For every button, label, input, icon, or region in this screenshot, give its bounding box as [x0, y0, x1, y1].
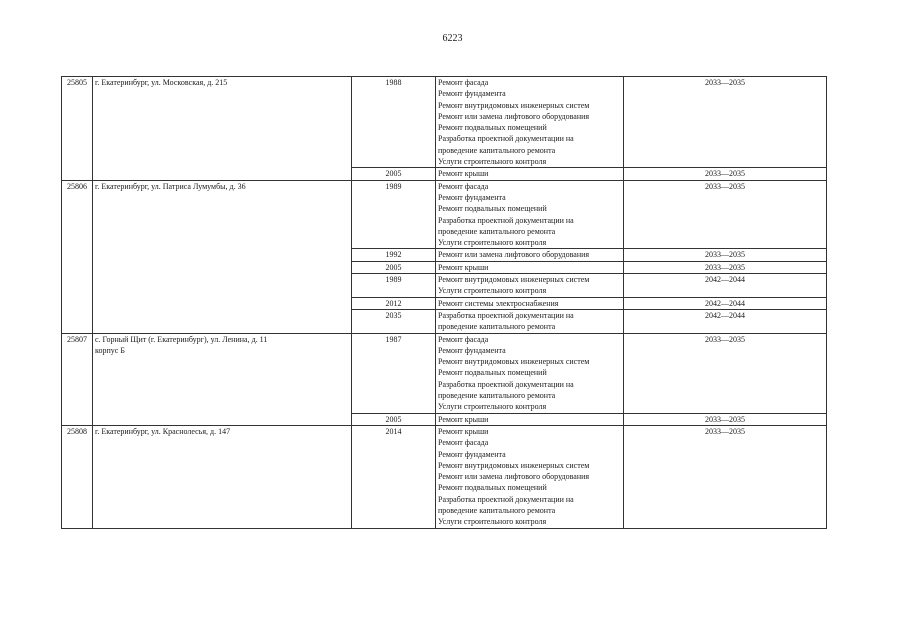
object-number-cell: 25807	[62, 333, 93, 425]
year-cell: 1987	[352, 333, 436, 413]
works-cell	[436, 249, 624, 261]
work-item: Разработка проектной документации на	[438, 379, 574, 389]
year-cell: 1989	[352, 180, 436, 249]
address-cell	[93, 425, 352, 528]
work-item: Разработка проектной документации на	[438, 134, 574, 144]
work-item: Ремонт фасада	[438, 438, 489, 448]
table-row	[62, 180, 827, 249]
schedule-body	[62, 77, 827, 529]
work-item: Ремонт или замена лифтового оборудования	[438, 472, 590, 482]
year-cell: 1988	[352, 77, 436, 168]
year-cell: 2035	[352, 309, 436, 333]
works-cell	[436, 425, 624, 528]
work-item: Ремонт внутридомовых инженерных систем	[438, 275, 590, 285]
work-item: Ремонт фасада	[438, 78, 489, 87]
year-cell: 1989	[352, 274, 436, 298]
work-item: Разработка проектной документации на	[438, 494, 574, 504]
work-item: Ремонт системы электроснабжения	[438, 298, 559, 308]
period-cell: 2042—2044	[624, 274, 827, 298]
address-line: с. Горный Щит (г. Екатеринбург), ул. Ленина, д. 11	[95, 334, 268, 344]
work-item: Ремонт крыши	[438, 426, 489, 436]
work-item: проведение капитального ремонта	[438, 505, 556, 515]
page-number: 6223	[442, 33, 463, 44]
year-cell: 2014	[352, 425, 436, 528]
table-row	[62, 425, 827, 528]
work-item: Ремонт фасада	[438, 334, 489, 344]
works-cell	[436, 413, 624, 425]
work-item: Ремонт внутридомовых инженерных систем	[438, 100, 590, 110]
work-item: Ремонт крыши	[438, 169, 489, 179]
works-cell	[436, 168, 624, 180]
year-cell: 2012	[352, 297, 436, 309]
work-item: Ремонт или замена лифтового оборудования	[438, 111, 590, 121]
object-number-cell: 25808	[62, 425, 93, 528]
works-cell	[436, 297, 624, 309]
work-item: проведение капитального ремонта	[438, 322, 556, 332]
address-line: г. Екатеринбург, ул. Патриса Лумумбы, д. 36	[95, 181, 246, 191]
work-item: проведение капитального ремонта	[438, 391, 556, 401]
period-cell: 2033—2035	[624, 77, 827, 168]
object-number-cell: 25806	[62, 180, 93, 333]
works-cell	[436, 180, 624, 249]
work-item: Услуги строительного контроля	[438, 157, 547, 167]
period-cell: 2042—2044	[624, 297, 827, 309]
work-item: Услуги строительного контроля	[438, 238, 547, 248]
period-cell: 2033—2035	[624, 413, 827, 425]
work-item: Разработка проектной документации на	[438, 215, 574, 225]
work-item: Ремонт или замена лифтового оборудования	[438, 250, 590, 260]
work-item: проведение капитального ремонта	[438, 145, 556, 155]
period-cell: 2033—2035	[624, 333, 827, 413]
work-item: Ремонт фасада	[438, 181, 489, 191]
works-cell	[436, 261, 624, 273]
work-item: Разработка проектной документации на	[438, 310, 574, 320]
work-item: Ремонт подвальных помещений	[438, 204, 547, 214]
work-item: Ремонт внутридомовых инженерных систем	[438, 460, 590, 470]
work-item: Услуги строительного контроля	[438, 286, 547, 296]
work-item: Ремонт фундамента	[438, 89, 506, 99]
address-line: корпус Б	[95, 345, 125, 355]
year-cell: 1992	[352, 249, 436, 261]
works-cell	[436, 274, 624, 298]
table-row	[62, 77, 827, 168]
work-item: Ремонт подвальных помещений	[438, 483, 547, 493]
period-cell: 2033—2035	[624, 168, 827, 180]
work-item: Ремонт подвальных помещений	[438, 368, 547, 378]
work-item: Услуги строительного контроля	[438, 402, 547, 412]
work-item: Ремонт фундамента	[438, 449, 506, 459]
address-cell	[93, 180, 352, 333]
address-cell	[93, 333, 352, 425]
work-item: Ремонт внутридомовых инженерных систем	[438, 357, 590, 367]
works-cell	[436, 309, 624, 333]
period-cell: 2033—2035	[624, 180, 827, 249]
works-cell	[436, 333, 624, 413]
table-row	[62, 333, 827, 413]
works-cell	[436, 77, 624, 168]
period-cell: 2033—2035	[624, 261, 827, 273]
address-cell	[93, 77, 352, 181]
year-cell: 2005	[352, 413, 436, 425]
period-cell: 2042—2044	[624, 309, 827, 333]
year-cell: 2005	[352, 261, 436, 273]
object-number-cell: 25805	[62, 77, 93, 181]
work-item: Ремонт фундамента	[438, 192, 506, 202]
address-line: г. Екатеринбург, ул. Краснолесья, д. 147	[95, 426, 231, 436]
work-item: Ремонт подвальных помещений	[438, 123, 547, 133]
work-item: Ремонт крыши	[438, 262, 489, 272]
address-line: г. Екатеринбург, ул. Московская, д. 215	[95, 78, 228, 87]
year-cell: 2005	[352, 168, 436, 180]
work-item: проведение капитального ремонта	[438, 226, 556, 236]
repair-schedule-table	[61, 76, 827, 529]
period-cell: 2033—2035	[624, 249, 827, 261]
work-item: Ремонт крыши	[438, 414, 489, 424]
work-item: Услуги строительного контроля	[438, 517, 547, 527]
period-cell: 2033—2035	[624, 425, 827, 528]
work-item: Ремонт фундамента	[438, 345, 506, 355]
